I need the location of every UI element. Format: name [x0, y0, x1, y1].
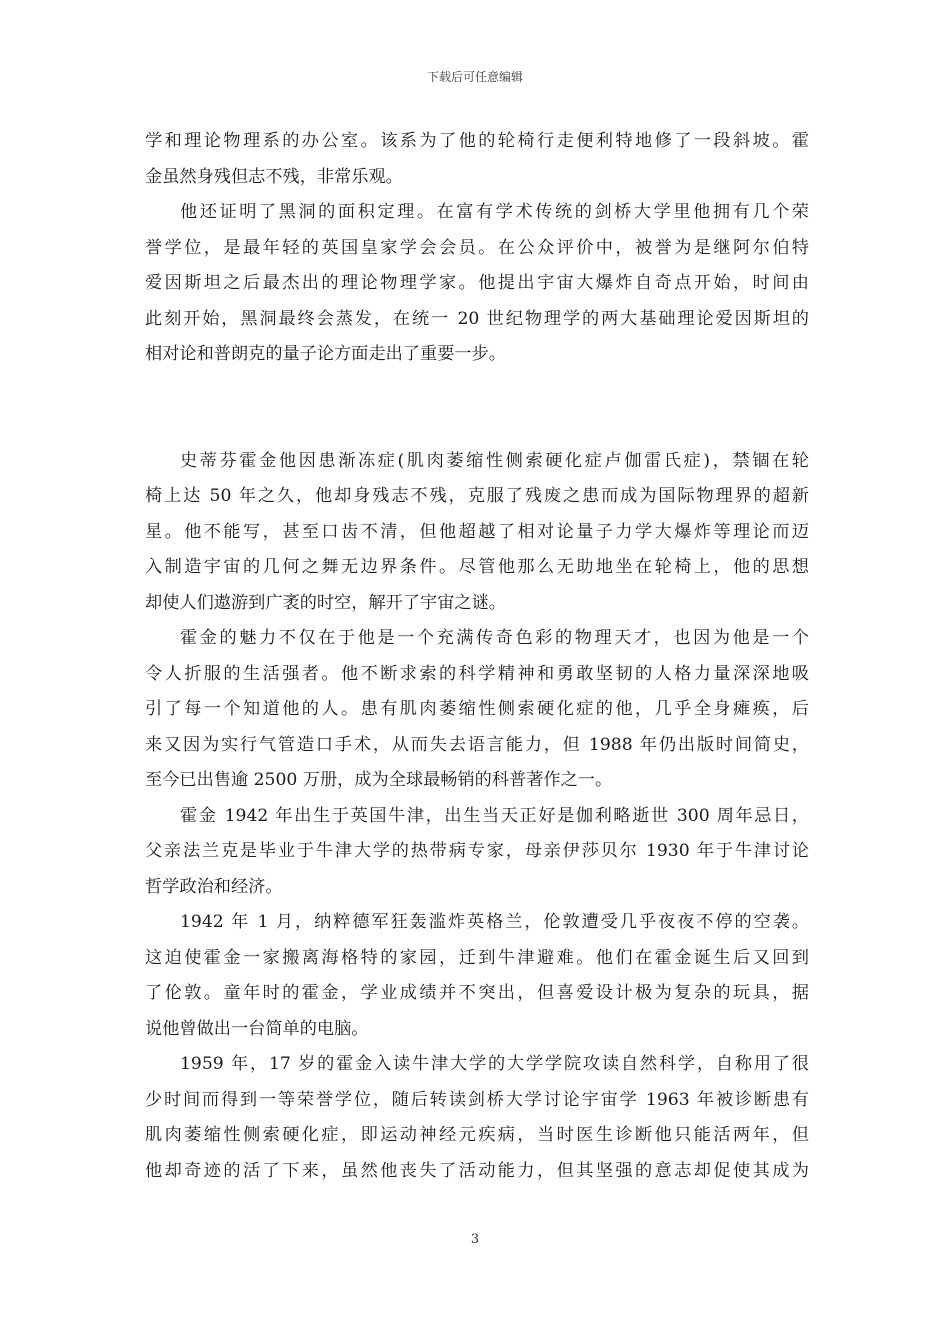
text-line: 令人折服的生活强者。他不断求索的科学精神和勇敢坚韧的人格力量深深地吸: [145, 663, 809, 684]
text-line: 金虽然身残但志不残，非常乐观。: [145, 166, 403, 187]
text-line: 学和理论物理系的办公室。该系为了他的轮椅行走便利特地修了一段斜坡。霍: [145, 131, 809, 151]
text-line: 椅上达 50 年之久，他却身残志不残，克服了残废之患而成为国际物理界的超新: [145, 486, 809, 506]
text-line: 霍金 1942 年出生于英国牛津，出生当天正好是伽利略逝世 300 周年忌日，: [180, 805, 809, 826]
text-line: 史蒂芬霍金他因患渐冻症(肌肉萎缩性侧索硬化症卢伽雷氏症)，禁锢在轮: [180, 450, 809, 471]
text-line: 来又因为实行气管造口手术，从而失去语言能力，但 1988 年仍出版时间简史，: [145, 734, 809, 755]
paragraph: [145, 905, 809, 1047]
paragraph: [145, 799, 809, 906]
text-line: 说他曾做出一台简单的电脑。: [145, 1018, 369, 1039]
text-line: 霍金的魅力不仅在于他是一个充满传奇色彩的物理天才，也因为他是一个: [180, 628, 809, 648]
text-line: 哲学政治和经济。: [145, 876, 283, 897]
text-line: 星。他不能写，甚至口齿不清，但他超越了相对论量子力学大爆炸等理论而迈: [145, 521, 809, 542]
text-line: 引了每一个知道他的人。患有肌肉萎缩性侧索硬化症的他，几乎全身瘫痪，后: [145, 699, 809, 719]
text-line: 他却奇迹的活了下来，虽然他丧失了活动能力，但其坚强的意志却促使其成为: [145, 1160, 809, 1181]
paragraph: [145, 621, 809, 799]
text-line: 相对论和普朗克的量子论方面走出了重要一步。: [145, 344, 506, 364]
text-line: 了伦敦。童年时的霍金，学业成绩并不突出，但喜爱设计极为复杂的玩具，据: [145, 983, 809, 1003]
text-line: 爱因斯坦之后最杰出的理论物理学家。他提出宇宙大爆炸自奇点开始，时间由: [145, 273, 809, 293]
text-line: 入制造宇宙的几何之舞无边界条件。尽管他那么无助地坐在轮椅上，他的思想: [145, 557, 809, 577]
text-line: 1959 年，17 岁的霍金入读牛津大学的大学学院攻读自然科学，自称用了很: [180, 1054, 809, 1074]
text-line: 1942 年 1 月，纳粹德军狂轰滥炸英格兰，伦敦遭受几乎夜夜不停的空袭。: [180, 912, 809, 932]
paragraph: [145, 124, 809, 195]
page-number: 3: [470, 1232, 480, 1247]
text-line: 肌肉萎缩性侧索硬化症，即运动神经元疾病，当时医生诊断他只能活两年，但: [145, 1125, 809, 1145]
text-line: 这迫使霍金一家搬离海格特的家园，迁到牛津避难。他们在霍金诞生后又回到: [145, 947, 809, 968]
text-line: 却使人们遨游到广袤的时空，解开了宇宙之谜。: [145, 592, 506, 613]
paragraph: [145, 1047, 809, 1189]
text-line: 少时间而得到一等荣誉学位，随后转读剑桥大学讨论宇宙学 1963 年被诊断患有: [145, 1089, 809, 1110]
text-line: 此刻开始，黑洞最终会蒸发，在统一 20 世纪物理学的两大基础理论爱因斯坦的: [145, 308, 809, 329]
document-body: [145, 124, 809, 1189]
paragraph: [145, 444, 809, 622]
paragraph-gap: [145, 373, 809, 444]
text-line: 誉学位，是最年轻的英国皇家学会会员。在公众评价中，被誉为是继阿尔伯特: [145, 237, 809, 258]
text-line: 父亲法兰克是毕业于牛津大学的热带病专家，母亲伊莎贝尔 1930 年于牛津讨论: [145, 841, 809, 861]
paragraph: [145, 195, 809, 373]
text-line: 至今已出售逾 2500 万册，成为全球最畅销的科普著作之一。: [145, 770, 613, 790]
text-line: 他还证明了黑洞的面积定理。在富有学术传统的剑桥大学里他拥有几个荣: [180, 202, 809, 222]
page-header: 下载后可任意编辑: [426, 70, 523, 84]
